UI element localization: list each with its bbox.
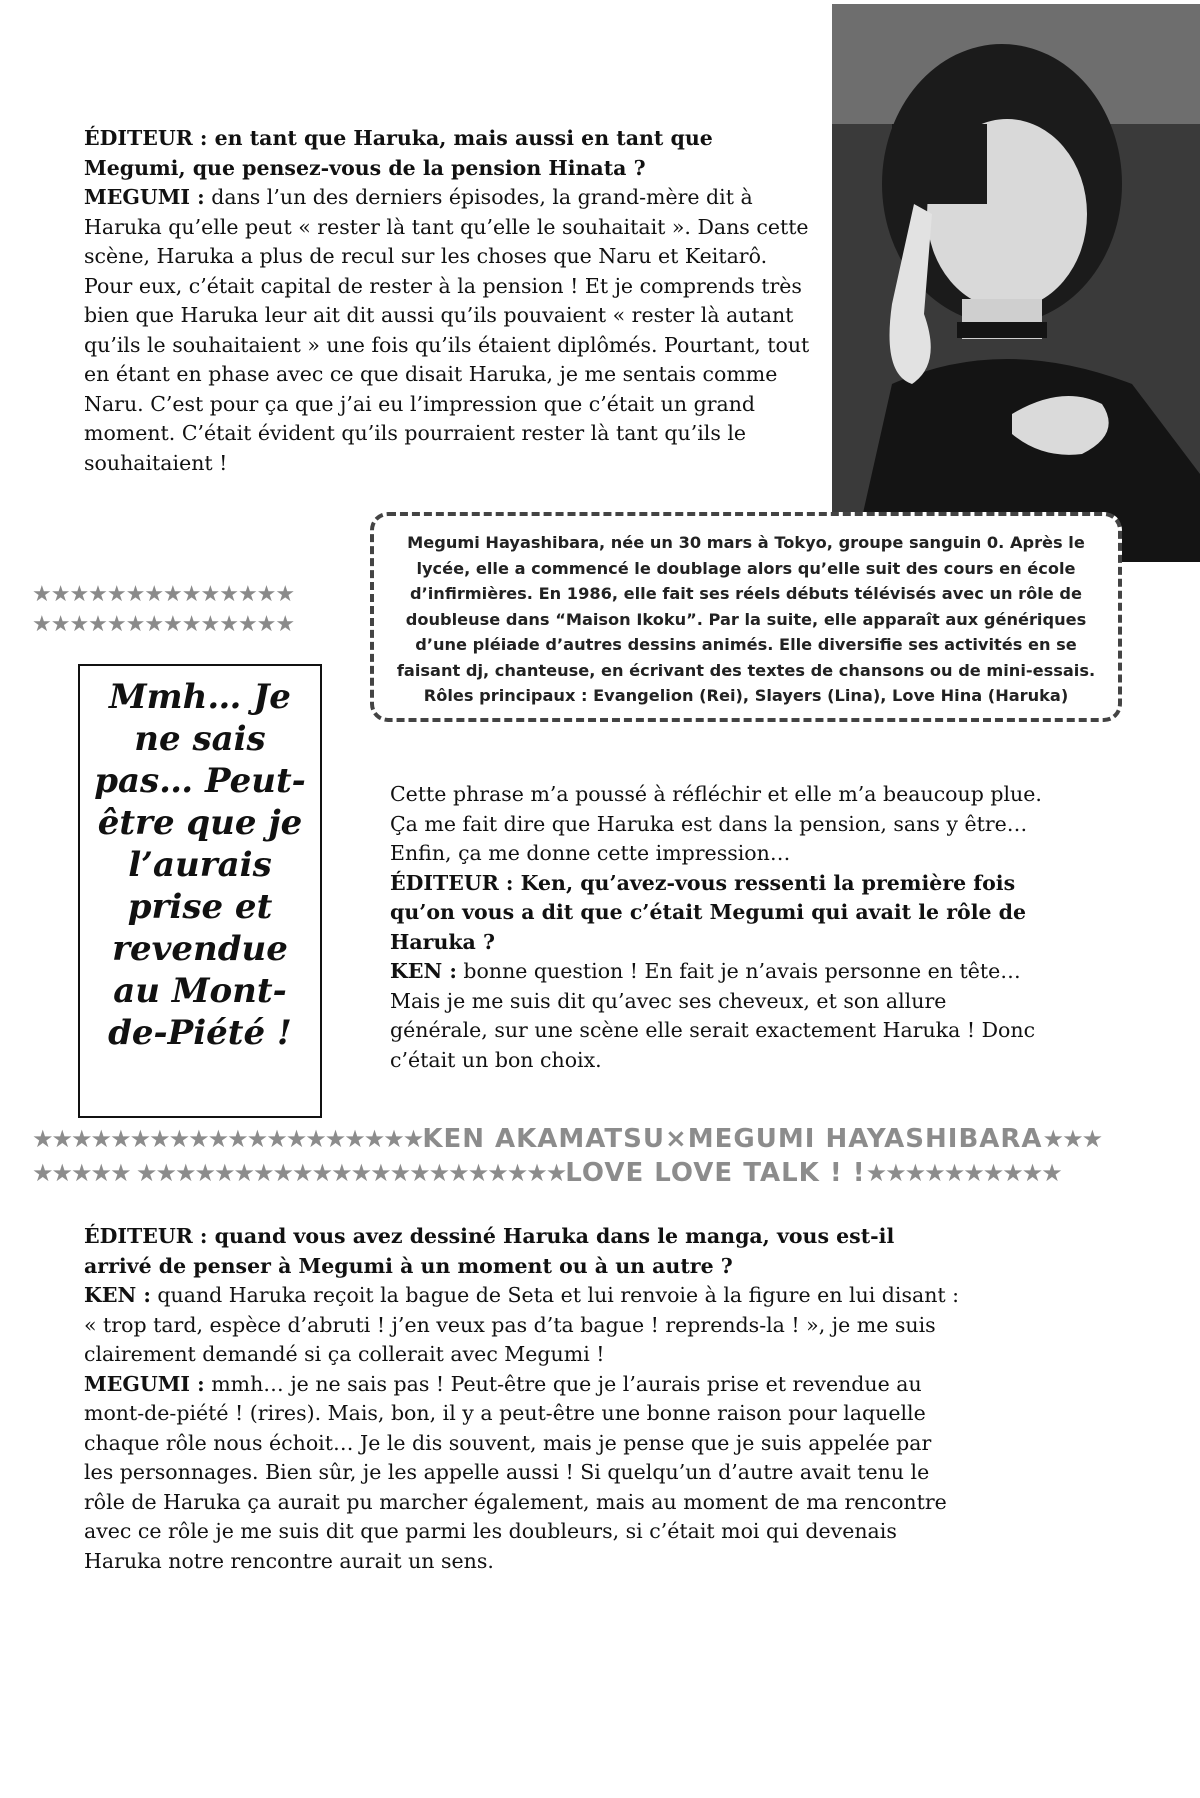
subtitle-band xyxy=(0,1158,1200,1188)
interview-middle xyxy=(390,780,1050,1075)
interview-bottom xyxy=(84,1222,964,1576)
pull-quote-text: Mmh… Je ne sais pas… Peut-être que je l’aurais prise et revendue au Mont-de-Piété ! xyxy=(94,677,306,1053)
star-decoration: ★★★ xyxy=(1042,1125,1102,1153)
megumi-answer: MEGUMI : mmh… je ne sais pas ! Peut-être que je l’aurais prise et revendue au mont-de-piété ! (rires). Mais, bon, il y a peut-être une bonne raison pour laquelle chaque rôle nous échoit… Je le dis souvent, mais je pense que je suis appelée par les personnages. Bien sûr, je les appelle aussi ! Si quelqu’un d’autre avait tenu le rôle de Haruka ça aurait pu marcher également, mais au moment de ma rencontre avec ce rôle je me suis dit que parmi les doubleurs, si c’était moi qui devenais Haruka notre rencontre aurait un sens. xyxy=(84,1371,947,1573)
interview-top xyxy=(84,124,814,478)
portrait-photo xyxy=(832,4,1200,562)
star-decoration: ★★★★★★★★★★★★★★★★★★★★ xyxy=(32,1125,423,1153)
pull-quote xyxy=(78,664,322,1118)
biography-box xyxy=(370,512,1122,722)
megumi-answer: MEGUMI : dans l’un des derniers épisodes, la grand-mère dit à Haruka qu’elle peut « rester là tant qu’elle le souhaitait ». Dans cette scène, Haruka a plus de recul sur les choses que Naru et Keitarô. Pour eux, c’était capital de rester à la pension ! Et je comprends très bien que Haruka leur ait dit aussi qu’ils pouvaient « rester là autant qu’ils le souhaitaient » une fois qu’ils étaient diplômés. Pourtant, tout en étant en phase avec ce que disait Haruka, je me sentais comme Naru. C’est pour ça que j’ai eu l’impression que c’était un grand moment. C’était évident qu’ils pourraient rester là tant qu’ils le souhaitaient ! xyxy=(84,185,810,475)
star-row-decoration: ★★★★★★★★★★★★★★ xyxy=(32,612,295,637)
band-subtitle: LOVE LOVE TALK ! ! xyxy=(565,1158,866,1188)
editor-question: ÉDITEUR : quand vous avez dessiné Haruka dans le manga, vous est-il arrivé de penser à Megumi à un moment ou à un autre ? xyxy=(84,1224,895,1278)
ken-answer: KEN : bonne question ! En fait je n’avais personne en tête… Mais je me suis dit qu’avec ses cheveux, et son allure générale, sur une scène elle serait exactement Haruka ! Donc c’était un bon choix. xyxy=(390,959,1036,1072)
editor-question: ÉDITEUR : en tant que Haruka, mais aussi en tant que Megumi, que pensez-vous de la pension Hinata ? xyxy=(84,126,713,180)
editor-question: ÉDITEUR : Ken, qu’avez-vous ressenti la première fois qu’on vous a dit que c’était Megumi qui avait le rôle de Haruka ? xyxy=(390,870,1027,954)
ken-answer: KEN : quand Haruka reçoit la bague de Seta et lui renvoie à la figure en lui disant : « trop tard, espèce d’abruti ! j’en veux pas d’ta bague ! reprends-la ! », je me suis clairement demandé si ça collerait avec Megumi ! xyxy=(84,1283,960,1366)
continuation-text: Cette phrase m’a poussé à réfléchir et elle m’a beaucoup plue. Ça me fait dire que Haruka est dans la pension, sans y être… Enfin, ça me donne cette impression… xyxy=(390,782,1042,865)
star-decoration: ★★★★★ ★★★★★★★★★★★★★★★★★★★★★★ xyxy=(32,1159,566,1187)
band-title: KEN AKAMATSU×MEGUMI HAYASHIBARA xyxy=(422,1124,1043,1154)
biography-text: Megumi Hayashibara, née un 30 mars à Tokyo, groupe sanguin 0. Après le lycée, elle a commencé le doublage alors qu’elle suit des cours en école d’infirmières. En 1986, elle fait ses réels débuts télévisés avec un rôle de doubleuse dans “Maison Ikoku”. Par la suite, elle apparaît aux génériques d’une pléiade d’autres dessins animés. Elle diversifie ses activités en se faisant dj, chanteuse, en écrivant des textes de chansons ou de mini-essais. Rôles principaux : Evangelion (Rei), Slayers (Lina), Love Hina (Haruka) xyxy=(396,533,1096,705)
title-band xyxy=(0,1124,1200,1154)
star-row-decoration: ★★★★★★★★★★★★★★ xyxy=(32,582,295,607)
star-decoration: ★★★★★★★★★★ xyxy=(865,1159,1061,1187)
